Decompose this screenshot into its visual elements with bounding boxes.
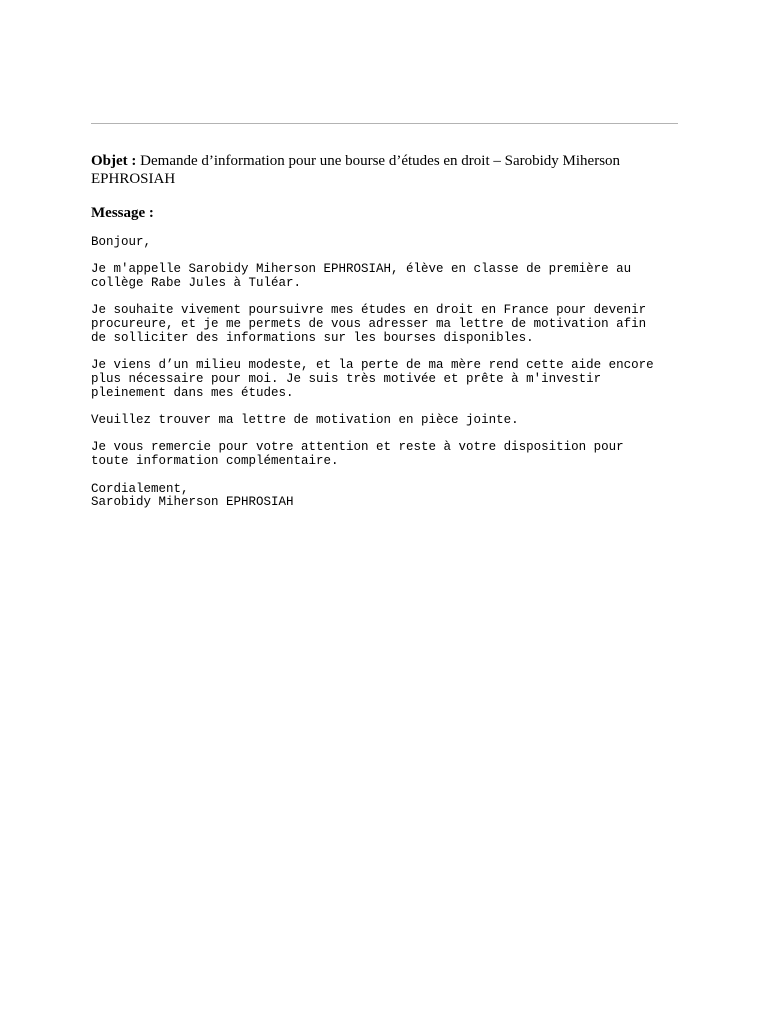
paragraph-situation: Je viens d’un milieu modeste, et la perte de ma mère rend cette aide encore plus nécessaire pour moi. Je suis très motivée et prête à m'investir pleinement dans mes études.: [91, 358, 654, 400]
subject-line: [91, 152, 671, 188]
paragraph-attachment: Veuillez trouver ma lettre de motivation en pièce jointe.: [91, 413, 519, 428]
subject-text: Demande d’information pour une bourse d’études en droit – Sarobidy Miherson EPHROSIAH: [91, 153, 621, 187]
paragraph-greeting: Bonjour,: [91, 235, 152, 249]
paragraph-goal: Je souhaite vivement poursuivre mes études en droit en France pour devenir procureure, et je me permets de vous adresser ma lettre de motivation afin de solliciter des informations sur les bourses disponibles.: [91, 303, 647, 345]
paragraph-introduction: Je m'appelle Sarobidy Miherson EPHROSIAH, élève en classe de première au collège Rabe Jules à Tuléar.: [91, 262, 632, 291]
message-body: [91, 236, 691, 524]
paragraph-thanks: Je vous remercie pour votre attention et reste à votre disposition pour toute information complémentaire.: [91, 440, 624, 469]
message-heading: Message :: [91, 205, 154, 221]
subject-label: Objet :: [91, 153, 137, 169]
horizontal-rule: [91, 123, 678, 124]
paragraph-signature: Cordialement, Sarobidy Miherson EPHROSIAH: [91, 481, 294, 510]
